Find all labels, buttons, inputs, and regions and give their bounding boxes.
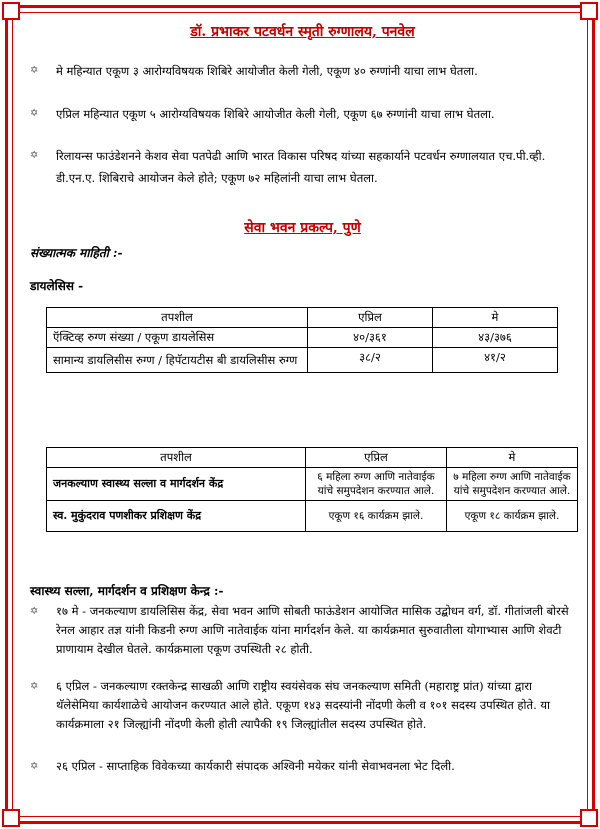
table-cell: ४३/३७६	[433, 328, 558, 348]
table-cell: सामान्य डायलिसीस रुग्ण / हिपॅटायटीस बी डायलिसीस रुग्ण	[47, 348, 308, 373]
guidance-heading: स्वास्थ्य सल्ला, मार्गदर्शन व प्रशिक्षण केन्द्र :-	[30, 584, 224, 598]
column-header: मे	[447, 448, 578, 468]
table-cell: ऍक्टिव्ह रुग्ण संख्या / एकूण डायलेसिस	[47, 328, 308, 348]
table-row	[47, 328, 558, 348]
column-header: एप्रिल	[308, 308, 433, 328]
star-bullet-icon: ✡	[30, 761, 39, 772]
table-cell: स्व. मुकुंदराव पणशीकर प्रशिक्षण केंद्र	[47, 501, 306, 532]
column-header: मे	[433, 308, 558, 328]
border-corner-ornament	[580, 2, 598, 20]
pune-section-title: सेवा भवन प्रकल्प, पुणे	[244, 220, 361, 236]
column-header: तपशील	[47, 308, 308, 328]
dialysis-table	[46, 307, 558, 373]
table-cell: ३८/२	[308, 348, 433, 373]
star-bullet-icon: ✡	[30, 150, 39, 161]
star-bullet-icon: ✡	[30, 108, 39, 119]
table-cell: ४०/३६१	[308, 328, 433, 348]
counselling-table	[46, 447, 578, 532]
dialysis-heading: डायलेसिस -	[30, 279, 84, 293]
table-header-row	[47, 308, 558, 328]
stats-heading: संख्यात्मक माहिती :-	[30, 246, 123, 260]
table-cell: ४१/२	[433, 348, 558, 373]
column-header: तपशील	[47, 448, 306, 468]
table-header-row	[47, 448, 578, 468]
star-bullet-icon: ✡	[30, 681, 39, 692]
border-corner-ornament	[580, 809, 598, 827]
table-cell: एकूण १८ कार्यक्रम झाले.	[447, 501, 578, 532]
table-row	[47, 501, 578, 532]
star-bullet-icon: ✡	[30, 65, 39, 76]
table-row	[47, 468, 578, 501]
table-cell: एकूण १६ कार्यक्रम झाले.	[306, 501, 447, 532]
border-corner-ornament	[2, 2, 20, 20]
table-cell: ७ महिला रुग्ण आणि नातेवाईक यांचे समुपदेशन करण्यात आले.	[447, 468, 578, 501]
table-cell: जनकल्याण स्वास्थ्य सल्ला व मार्गदर्शन केंद्र	[47, 468, 306, 501]
star-bullet-icon: ✡	[30, 606, 39, 617]
table-cell: ६ महिला रुग्ण आणि नातेवाईक यांचे समुपदेशन करण्यात आले.	[306, 468, 447, 501]
panvel-section-title: डॉ. प्रभाकर पटवर्धन स्मृती रुग्णालय, पनवेल	[190, 24, 415, 40]
table-row	[47, 348, 558, 373]
border-corner-ornament	[2, 809, 20, 827]
column-header: एप्रिल	[306, 448, 447, 468]
